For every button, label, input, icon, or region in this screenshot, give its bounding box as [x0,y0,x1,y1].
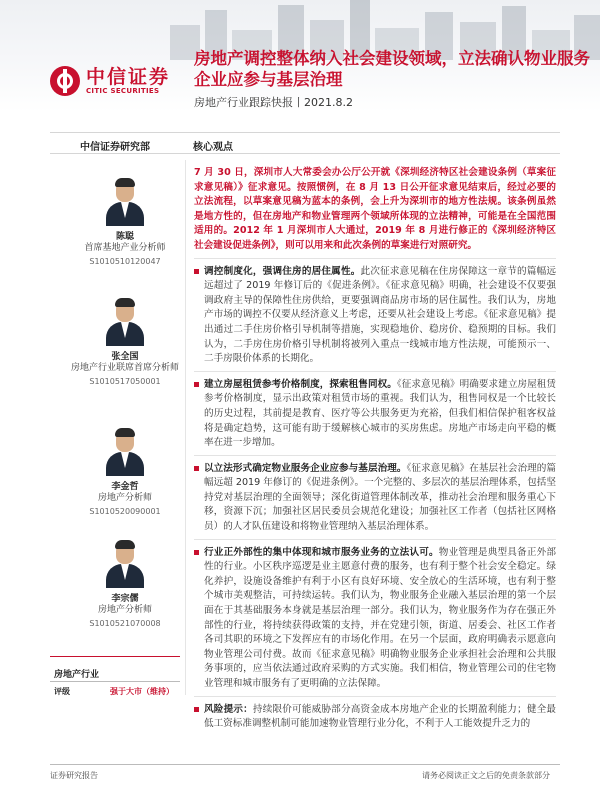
intro-paragraph: 7 月 30 日，深圳市人大常委会办公厅公开就《深圳经济特区社会建设条例（草案征求意见稿）》征求意见。按照惯例，在 8 月 13 日公开征求意见结束后，经过必要的立法流程，以草案意见稿为蓝本的条例，会上升为深圳市的地方性法规。该条例虽然是地方性的，但在房地产和物业管理两个领域所体现的立法精神，可能是在全国范围适用的。2012 年 1 月深圳市人大通过，2019 年 8 月进行修正的《深圳经济特区社会建设促进条例》，则可以用来和此次条例的草案进行对照研究。 [194,167,556,251]
divider [194,539,556,540]
analyst-role: 房地产分析师 [97,493,152,503]
analyst-license-id: S1010510120047 [89,257,161,266]
bullet-heading: 以立法形式确定物业服务企业应参与基层治理。 [204,462,407,474]
divider [194,371,556,372]
logo-chinese-name: 中信证券 [86,65,171,88]
analyst-card [60,296,190,386]
analyst-license-id: S1010517050001 [89,377,161,386]
report-header [0,0,600,112]
sector-title: 房地产行业 [54,670,100,680]
bullet-body: 此次征求意见稿在住房保障这一章节的篇幅远远超过了 2019 年修订后的《促进条例》。《征求意见稿》明确，社会建设不仅要强调政府主导的保障性住房供给，更要强调商品房市场的居住属性。我们认为，房地产市场的调控不仅要从经济意义上考虑，还要从社会建设上考虑。《征求意见稿》提出通过二手住房价格引导机制等措施，实现稳地价、稳房价、稳预期的目标。我们认为，二手房住房价格引导机制将被列入重点一线城市地方性法规，可能预示一、二手房限价体系的长期化。 [204,265,557,365]
analyst-name: 张全国 [111,352,139,362]
analyst-photo [103,176,147,226]
bullet-body: 《征求意见稿》在基层社会治理的篇幅远超 2019 年修订的《促进条例》。一个完整的、多层次的基层治理体系，包括坚持党对基层治理的全面领导；深化街道管理体制改革，推动社会治理和服务重心下移，资源下沉；加强社区居民委员会规范化建设；加强社区工作者（包括社区网格员）的人才队伍建设和将物业管理纳入基层治理体系。 [204,462,557,533]
risk-warning [194,703,556,732]
logo-english-name: CITIC SECURITIES [86,86,160,95]
analyst-name: 陈聪 [115,232,134,242]
analyst-card [60,538,190,628]
bullet-heading: 行业正外部性的集中体现和城市服务业务的立法认可。 [204,546,439,558]
analyst-card [60,176,190,266]
rating-label: 评级 [54,687,70,696]
rating-value: 强于大市（维持） [110,687,174,696]
bullet-point [194,546,556,692]
core-views-heading: 核心观点 [193,142,233,153]
analyst-photo [103,426,147,476]
divider [194,258,556,259]
report-subtitle: 房地产行业跟踪快报丨2021.8.2 [194,96,353,109]
risk-label: 风险提示： [204,703,253,715]
analyst-license-id: S1010520090001 [89,507,161,516]
analyst-card [60,426,190,516]
research-dept-heading: 中信证券研究部 [80,142,150,153]
analyst-photo [103,538,147,588]
analyst-name: 李金哲 [111,482,139,492]
bullet-point [194,378,556,451]
divider [50,764,560,765]
bullet-point [194,265,556,367]
report-title: 房地产调控整体纳入社会建设领域，立法确认物业服务企业应参与基层治理 [194,49,590,89]
analyst-name: 李宗儒 [111,594,139,604]
analyst-photo [103,296,147,346]
analyst-role: 首席基地产业分析师 [84,243,166,253]
bullet-body: 《征求意见稿》明确要求建立房屋租赁参考价格制度，显示出政策对租赁市场的重视。我们认为，租售同权是一个比较长的历史过程，其前提是教育、医疗等公共服务更为充裕，但我们相信保护租客权益将是确定趋势，这可能有助于缓解核心城市的买房焦虑。房地产市场走向平稳的概率在进一步增加。 [204,378,556,449]
bullet-heading: 调控制度化，强调住房的居住属性。 [204,265,361,277]
column-divider [185,160,186,695]
analyst-role: 房地产分析师 [97,605,152,615]
citic-logo [50,66,170,96]
divider [194,696,556,697]
divider [50,681,180,682]
core-views-content [194,166,556,736]
divider [50,153,560,154]
analyst-license-id: S1010521070008 [89,619,161,628]
divider [50,132,560,133]
analyst-role: 房地产行业联席首席分析师 [70,363,179,373]
divider [194,455,556,456]
footer-report-type: 证券研究报告 [50,771,98,780]
citic-logo-icon [50,66,80,96]
divider [50,656,180,657]
bullet-point [194,462,556,535]
bullet-body: 物业管理是典型具备正外部性的行业。小区秩序巡逻是业主愿意付费的服务，也有利于整个社会安全稳定。绿化养护，设施设备维护有利于小区有良好环境、安全放心的生活环境，也有利于整个城市美观整洁，可持续运转。我们认为，物业服务企业融入基层治理的第一个层面在于其基础服务本身就是基层治理一部分。我们认为，物业服务作为存在强正外部性的行业，将持续获得政策的支持，并在党建引领，街道、居委会、社区工作者各司其职的环境之下发挥应有的市场化作用。在另一个层面，政府明确表示愿意向物业管理公司付费。故而《征求意见稿》明确物业服务企业承担社会治理和公共服务事项的，应当依法通过政府采购的方式实施。我们相信，物业管理公司的住宅物业管理和城市服务有了更明确的立法保障。 [204,546,557,689]
footer-disclaimer: 请务必阅读正文之后的免责条款部分 [422,771,550,780]
bullet-heading: 建立房屋租赁参考价格制度，探索租售同权。 [204,378,397,390]
risk-body: 持续限价可能威胁部分高资金成本房地产企业的长期盈利能力；健全最低工资标准调整机制可能加速物业管理行业分化，不利于人工能效提升乏力的 [204,703,557,730]
